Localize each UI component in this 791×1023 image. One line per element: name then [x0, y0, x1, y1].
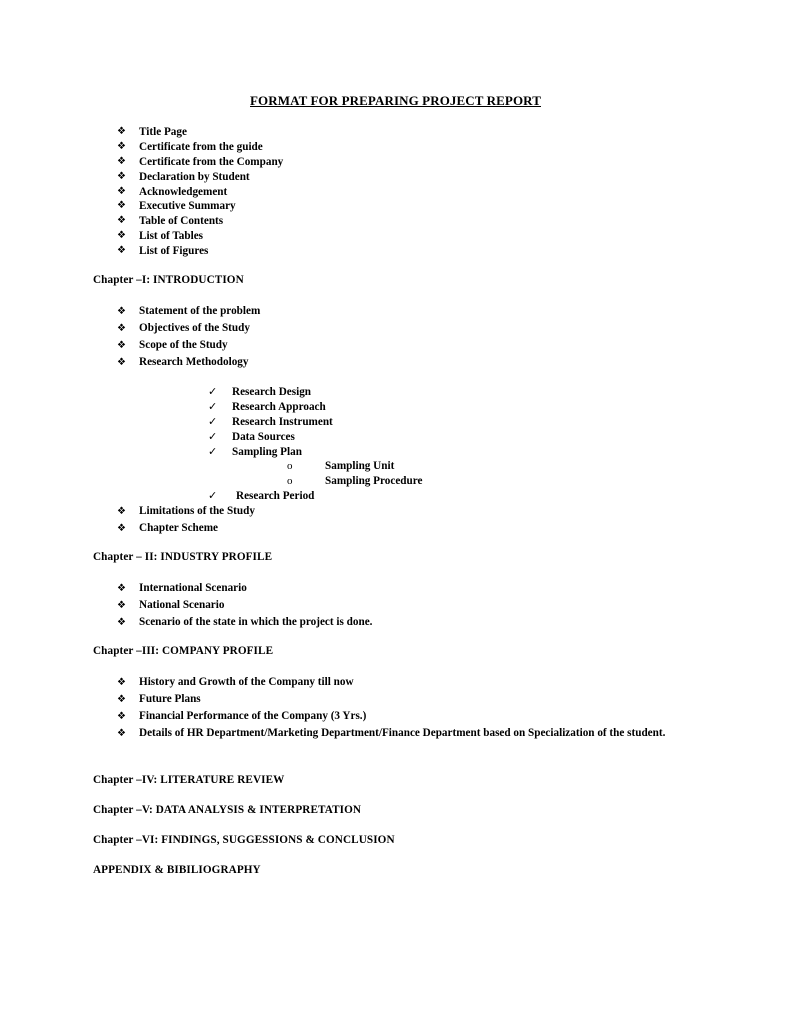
list-item: ❖ Scope of the Study: [139, 337, 260, 354]
list-item: ✓ Research Period: [208, 490, 315, 502]
list-item: ❖ Declaration by Student: [117, 170, 250, 183]
diamond-bullet-icon: ❖: [117, 711, 126, 722]
list-item: ✓ Data Sources: [208, 430, 295, 443]
list-item: ✓ Research Design: [208, 386, 312, 398]
appendix-heading: APPENDIX & BIBILIOGRAPHY: [93, 864, 261, 876]
diamond-bullet-icon: ❖: [117, 323, 126, 334]
diamond-bullet-icon: ❖: [117, 170, 126, 182]
methodology-list: [208, 385, 333, 459]
diamond-bullet-icon: ❖: [117, 245, 126, 257]
diamond-bullet-icon: ❖: [117, 694, 126, 705]
list-item: ❖ List of Figures: [117, 245, 209, 258]
page-title: FORMAT FOR PREPARING PROJECT REPORT: [250, 93, 541, 108]
list-item: ❖ Research Methodology: [139, 354, 260, 371]
chapter-1-list-end: [117, 503, 255, 537]
chapter-3-heading: Chapter –III: COMPANY PROFILE: [93, 645, 274, 657]
list-item: ❖ History and Growth of the Company till now: [139, 674, 699, 691]
chapter-6-heading: Chapter –VI: FINDINGS, SUGGESSIONS & CONCLUSION: [93, 834, 395, 846]
list-item: o Sampling Unit: [287, 460, 395, 472]
check-icon: ✓: [208, 445, 218, 458]
list-item: ❖ Acknowledgement: [117, 185, 228, 198]
list-item: ❖ Objectives of the Study: [139, 320, 260, 337]
diamond-bullet-icon: ❖: [117, 126, 126, 137]
list-item: ❖ Future Plans: [139, 691, 699, 708]
check-icon: ✓: [208, 415, 218, 428]
list-item: ❖ Executive Summary: [117, 200, 236, 213]
list-item: ❖ Title Page: [117, 126, 187, 138]
diamond-bullet-icon: ❖: [117, 523, 126, 534]
circle-bullet-icon: o: [287, 460, 293, 472]
sampling-list: [287, 459, 423, 489]
chapter-1-heading: Chapter –I: INTRODUCTION: [93, 274, 244, 286]
diamond-bullet-icon: ❖: [117, 140, 126, 152]
diamond-bullet-icon: ❖: [117, 215, 126, 227]
list-item: o Sampling Procedure: [287, 474, 423, 487]
check-icon: ✓: [208, 430, 218, 443]
chapter-3-list: [117, 674, 699, 743]
list-item: ✓ Sampling Plan: [208, 445, 302, 458]
chapter-2-heading: Chapter – II: INDUSTRY PROFILE: [93, 551, 273, 563]
check-icon: ✓: [208, 490, 218, 502]
list-item: ❖ Financial Performance of the Company (3 Yrs.): [139, 708, 699, 725]
chapter-1-list: [117, 303, 261, 371]
list-item: ✓ Research Approach: [208, 400, 326, 413]
circle-bullet-icon: o: [287, 474, 293, 487]
list-item: ❖ List of Tables: [117, 230, 204, 243]
diamond-bullet-icon: ❖: [117, 600, 126, 611]
diamond-bullet-icon: ❖: [117, 677, 126, 688]
diamond-bullet-icon: ❖: [117, 583, 126, 594]
list-item: ❖ International Scenario: [139, 580, 372, 597]
diamond-bullet-icon: ❖: [117, 185, 126, 197]
chapter-5-heading: Chapter –V: DATA ANALYSIS & INTERPRETATION: [93, 804, 362, 816]
diamond-bullet-icon: ❖: [117, 506, 126, 517]
diamond-bullet-icon: ❖: [117, 155, 126, 167]
list-item: ❖ Chapter Scheme: [139, 520, 255, 537]
list-item: ✓ Research Instrument: [208, 415, 333, 428]
list-item: ❖ Limitations of the Study: [139, 503, 255, 520]
list-item: ❖ Certificate from the guide: [117, 140, 263, 153]
diamond-bullet-icon: ❖: [117, 340, 126, 351]
chapter-4-heading: Chapter –IV: LITERATURE REVIEW: [93, 774, 285, 786]
diamond-bullet-icon: ❖: [117, 357, 126, 368]
diamond-bullet-icon: ❖: [117, 230, 126, 242]
diamond-bullet-icon: ❖: [117, 617, 126, 628]
list-item: ❖ Certificate from the Company: [117, 155, 284, 168]
diamond-bullet-icon: ❖: [117, 306, 126, 317]
list-item: ❖ Table of Contents: [117, 215, 224, 228]
check-icon: ✓: [208, 386, 218, 398]
diamond-bullet-icon: ❖: [117, 728, 126, 739]
diamond-bullet-icon: ❖: [117, 200, 126, 212]
list-item: ❖ Scenario of the state in which the project is done.: [139, 614, 372, 631]
front-matter-list: [117, 125, 284, 259]
list-item: ❖ Details of HR Department/Marketing Department/Finance Department based on Specialization of the student.: [139, 725, 699, 743]
chapter-2-list: [117, 580, 373, 631]
list-item: ❖ National Scenario: [139, 597, 372, 614]
check-icon: ✓: [208, 400, 218, 413]
research-period-list: [208, 489, 315, 504]
list-item: ❖ Statement of the problem: [139, 303, 260, 320]
